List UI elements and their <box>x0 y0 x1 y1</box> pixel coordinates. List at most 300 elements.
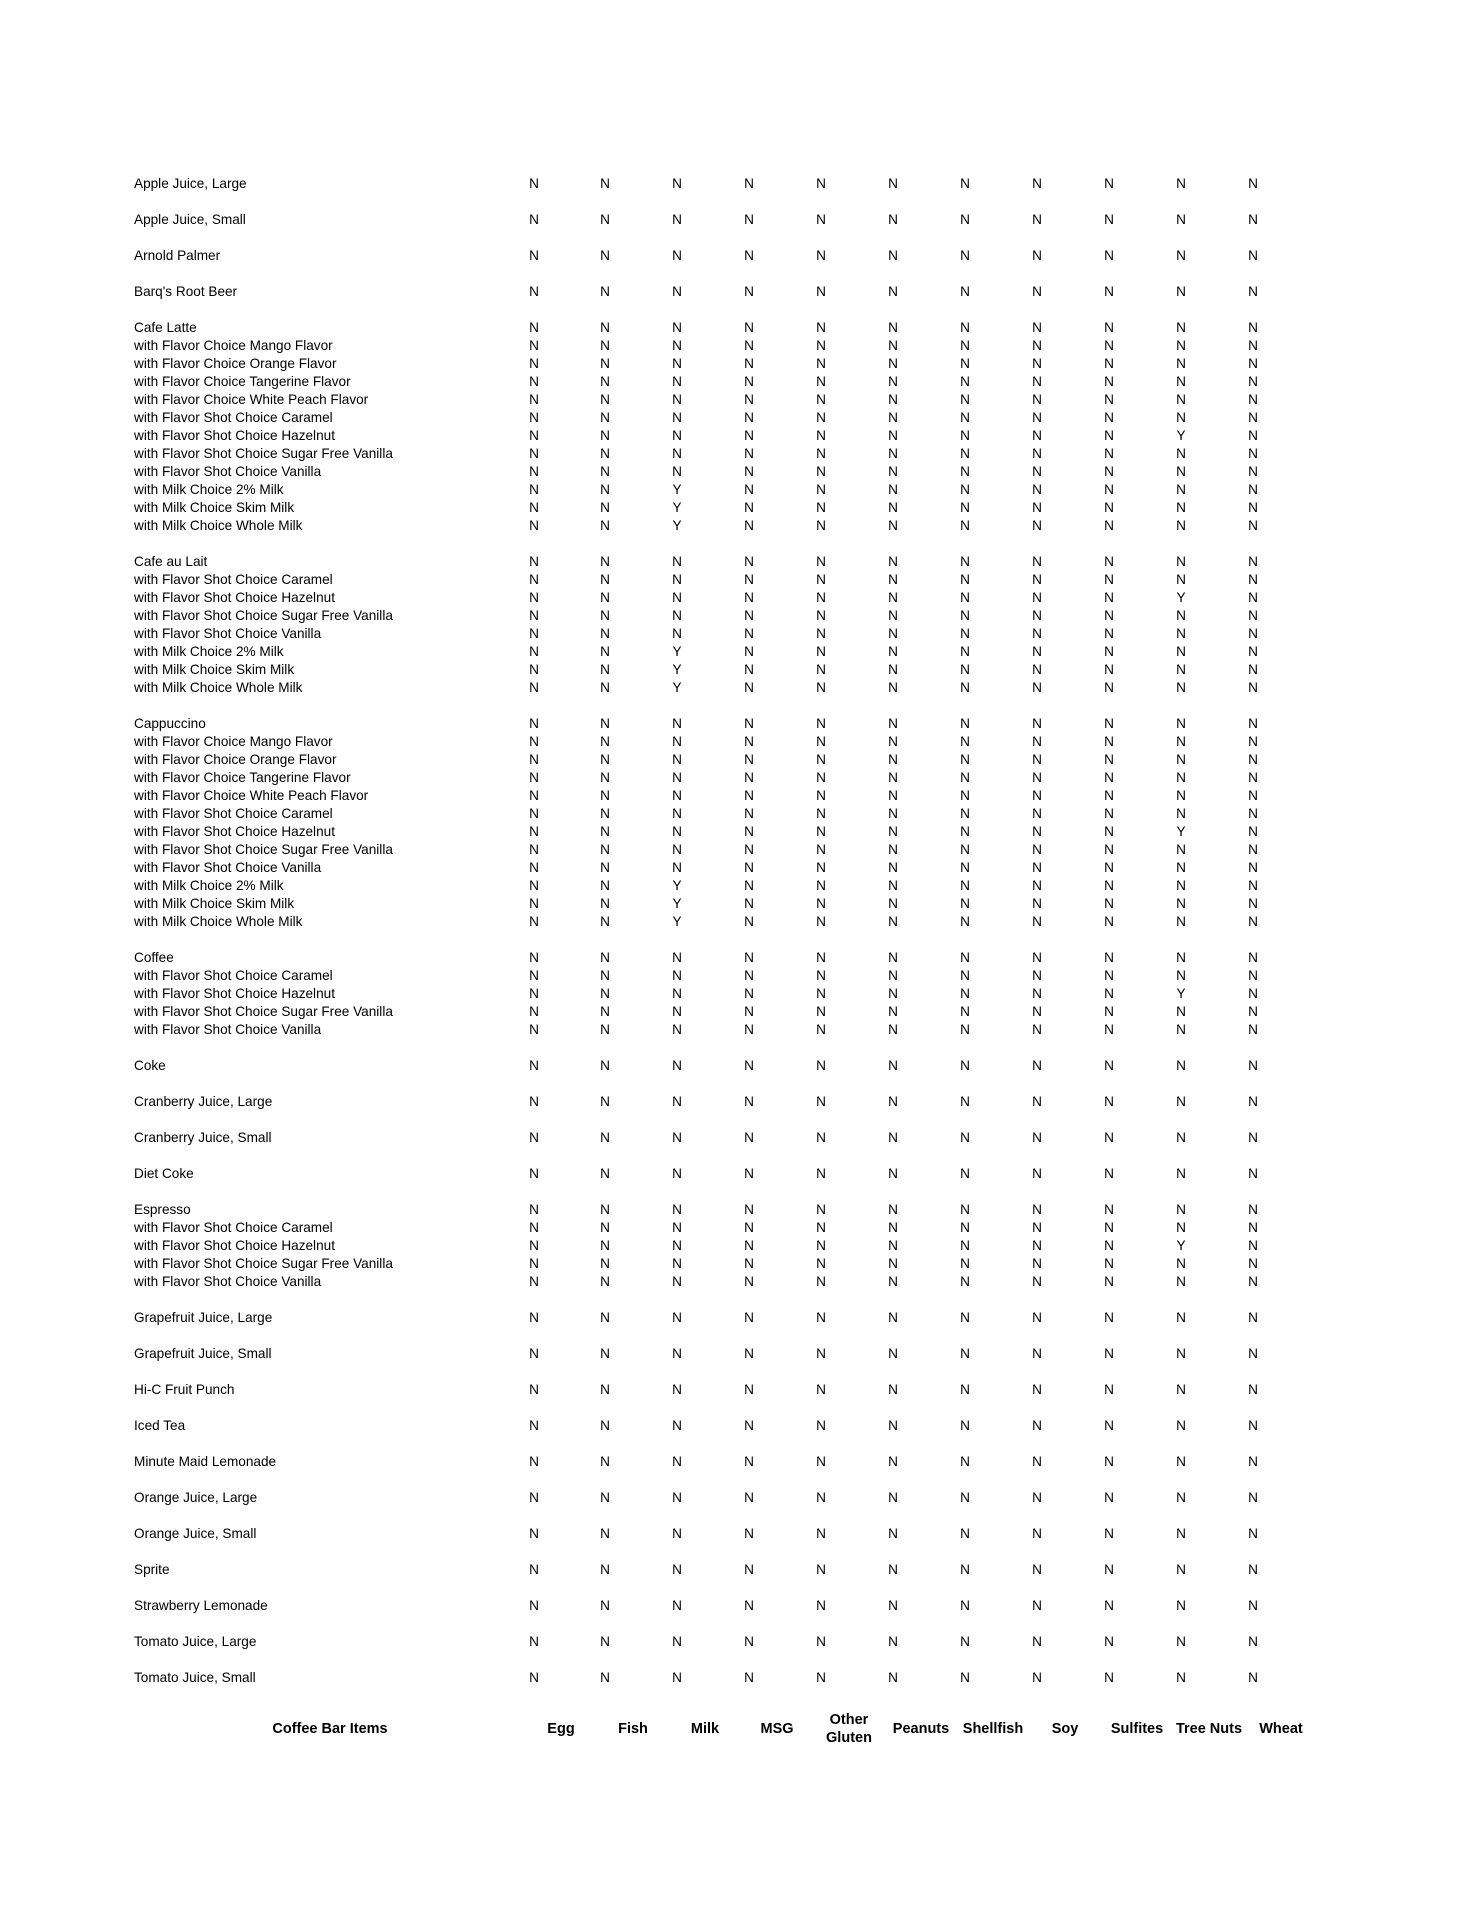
allergen-flag: N <box>672 1166 682 1181</box>
allergen-flag: N <box>744 896 754 911</box>
allergen-flag: N <box>816 950 826 965</box>
allergen-flag: N <box>816 446 826 461</box>
allergen-flag: N <box>744 446 754 461</box>
allergen-flag: N <box>744 356 754 371</box>
allergen-flag: N <box>1032 1526 1042 1541</box>
allergen-flag: N <box>600 572 610 587</box>
table-row <box>0 1165 1484 1183</box>
table-row <box>0 1201 1484 1219</box>
allergen-flag: N <box>1104 1094 1114 1109</box>
table-row <box>0 751 1484 769</box>
table-row <box>0 319 1484 337</box>
allergen-flag: N <box>1104 1004 1114 1019</box>
allergen-flag: N <box>744 212 754 227</box>
allergen-flag: N <box>816 608 826 623</box>
allergen-flag: N <box>1104 392 1114 407</box>
allergen-flag: N <box>1104 1310 1114 1325</box>
allergen-flag: N <box>1032 914 1042 929</box>
allergen-flag: N <box>816 410 826 425</box>
column-header: Shellfish <box>962 1721 1024 1737</box>
allergen-flag: N <box>888 752 898 767</box>
allergen-flag: N <box>744 284 754 299</box>
allergen-flag: N <box>1104 914 1114 929</box>
allergen-flag: N <box>888 1490 898 1505</box>
allergen-flag: N <box>672 320 682 335</box>
allergen-flag: N <box>960 410 970 425</box>
allergen-flag: N <box>1104 1418 1114 1433</box>
allergen-flag: N <box>888 896 898 911</box>
allergen-flag: N <box>1104 1058 1114 1073</box>
allergen-flag: N <box>960 842 970 857</box>
allergen-flag: N <box>600 878 610 893</box>
allergen-flag: N <box>600 644 610 659</box>
allergen-flag: N <box>1248 1004 1258 1019</box>
allergen-flag: N <box>888 428 898 443</box>
allergen-flag: N <box>529 1004 539 1019</box>
allergen-flag: N <box>529 176 539 191</box>
allergen-flag: N <box>1104 950 1114 965</box>
allergen-flag: N <box>529 788 539 803</box>
allergen-flag: N <box>960 608 970 623</box>
allergen-flag: N <box>1032 1022 1042 1037</box>
allergen-flag: N <box>600 320 610 335</box>
allergen-flag: N <box>1248 950 1258 965</box>
allergen-flag: N <box>816 374 826 389</box>
table-row <box>0 679 1484 697</box>
allergen-flag: N <box>1248 1310 1258 1325</box>
item-name: Cafe au Lait <box>134 554 208 569</box>
allergen-flag: N <box>960 1562 970 1577</box>
allergen-flag: N <box>816 734 826 749</box>
allergen-flag: N <box>816 392 826 407</box>
allergen-flag: N <box>529 1130 539 1145</box>
allergen-flag: N <box>888 770 898 785</box>
allergen-flag: N <box>888 1346 898 1361</box>
allergen-flag: N <box>960 860 970 875</box>
allergen-flag: Y <box>672 878 682 893</box>
allergen-flag: N <box>816 1598 826 1613</box>
allergen-flag: Y <box>1176 428 1186 443</box>
allergen-flag: N <box>888 1094 898 1109</box>
allergen-flag: N <box>600 788 610 803</box>
allergen-flag: N <box>1032 1166 1042 1181</box>
allergen-flag: N <box>744 410 754 425</box>
item-name: Tomato Juice, Small <box>134 1670 256 1685</box>
allergen-flag: N <box>960 1598 970 1613</box>
allergen-flag: N <box>816 788 826 803</box>
allergen-flag: N <box>744 662 754 677</box>
allergen-flag: N <box>1248 788 1258 803</box>
allergen-flag: N <box>1248 1454 1258 1469</box>
item-name: with Flavor Choice White Peach Flavor <box>134 392 369 407</box>
allergen-flag: N <box>744 428 754 443</box>
allergen-flag: N <box>888 392 898 407</box>
allergen-flag: N <box>1248 554 1258 569</box>
allergen-flag: N <box>816 1454 826 1469</box>
allergen-flag: N <box>1032 572 1042 587</box>
table-row <box>0 1273 1484 1291</box>
allergen-flag: N <box>1248 1634 1258 1649</box>
allergen-flag: N <box>1104 626 1114 641</box>
allergen-flag: N <box>600 1454 610 1469</box>
allergen-flag: N <box>888 248 898 263</box>
allergen-flag: N <box>1248 446 1258 461</box>
allergen-flag: N <box>1176 680 1186 695</box>
allergen-flag: N <box>600 518 610 533</box>
allergen-flag: N <box>672 1274 682 1289</box>
allergen-flag: N <box>816 1004 826 1019</box>
allergen-flag: N <box>600 770 610 785</box>
allergen-flag: N <box>600 482 610 497</box>
table-row <box>0 283 1484 301</box>
allergen-flag: N <box>1176 248 1186 263</box>
allergen-flag: N <box>672 374 682 389</box>
allergen-flag: N <box>960 878 970 893</box>
allergen-flag: N <box>888 1526 898 1541</box>
allergen-flag: N <box>529 806 539 821</box>
item-name: with Flavor Shot Choice Vanilla <box>134 1274 322 1289</box>
allergen-flag: N <box>1248 1058 1258 1073</box>
allergen-flag: N <box>672 284 682 299</box>
allergen-flag: N <box>529 1238 539 1253</box>
allergen-flag: N <box>816 320 826 335</box>
allergen-flag: N <box>744 644 754 659</box>
allergen-flag: N <box>888 1598 898 1613</box>
allergen-flag: N <box>1176 1004 1186 1019</box>
allergen-flag: N <box>672 212 682 227</box>
allergen-flag: N <box>600 1022 610 1037</box>
allergen-flag: N <box>1248 482 1258 497</box>
table-row <box>0 499 1484 517</box>
allergen-flag: N <box>529 446 539 461</box>
table-row <box>0 517 1484 535</box>
allergen-flag: N <box>1032 284 1042 299</box>
allergen-flag: N <box>529 680 539 695</box>
table-row <box>0 445 1484 463</box>
allergen-flag: N <box>529 986 539 1001</box>
allergen-flag: N <box>1104 770 1114 785</box>
allergen-flag: N <box>1032 1598 1042 1613</box>
allergen-flag: N <box>1248 410 1258 425</box>
allergen-flag: N <box>960 248 970 263</box>
allergen-flag: N <box>1176 1310 1186 1325</box>
allergen-flag: N <box>600 1418 610 1433</box>
allergen-flag: N <box>672 1130 682 1145</box>
allergen-flag: N <box>816 770 826 785</box>
allergen-flag: N <box>1104 1382 1114 1397</box>
table-row <box>0 985 1484 1003</box>
allergen-flag: N <box>672 1346 682 1361</box>
allergen-flag: N <box>1032 428 1042 443</box>
allergen-flag: N <box>1032 716 1042 731</box>
allergen-flag: Y <box>1176 986 1186 1001</box>
allergen-flag: N <box>1176 860 1186 875</box>
allergen-flag: N <box>960 734 970 749</box>
allergen-flag: N <box>960 212 970 227</box>
item-name: with Flavor Shot Choice Sugar Free Vanilla <box>134 446 393 461</box>
allergen-flag: N <box>744 518 754 533</box>
allergen-flag: N <box>1104 1346 1114 1361</box>
allergen-flag: N <box>1176 734 1186 749</box>
allergen-flag: N <box>1176 482 1186 497</box>
allergen-flag: N <box>888 950 898 965</box>
table-row <box>0 1417 1484 1435</box>
allergen-flag: N <box>744 734 754 749</box>
allergen-flag: N <box>600 824 610 839</box>
allergen-flag: N <box>744 572 754 587</box>
allergen-flag: N <box>888 806 898 821</box>
allergen-flag: N <box>960 446 970 461</box>
allergen-flag: N <box>1104 1166 1114 1181</box>
allergen-flag: N <box>1248 1670 1258 1685</box>
allergen-flag: N <box>960 518 970 533</box>
allergen-flag: N <box>816 428 826 443</box>
allergen-flag: N <box>529 1490 539 1505</box>
allergen-flag: N <box>744 860 754 875</box>
allergen-flag: N <box>960 1238 970 1253</box>
item-name: with Flavor Choice Tangerine Flavor <box>134 770 351 785</box>
allergen-flag: N <box>1176 1562 1186 1577</box>
item-name: Coke <box>134 1058 166 1073</box>
allergen-flag: N <box>816 806 826 821</box>
item-name: Cranberry Juice, Small <box>134 1130 272 1145</box>
allergen-flag: N <box>1176 968 1186 983</box>
allergen-flag: N <box>1104 1238 1114 1253</box>
allergen-flag: N <box>960 662 970 677</box>
item-name: with Flavor Choice Mango Flavor <box>134 734 333 749</box>
allergen-flag: N <box>960 626 970 641</box>
allergen-flag: N <box>1176 284 1186 299</box>
allergen-flag: N <box>816 680 826 695</box>
allergen-flag: N <box>1176 410 1186 425</box>
allergen-flag: N <box>744 1526 754 1541</box>
allergen-flag: N <box>744 770 754 785</box>
allergen-flag: N <box>888 608 898 623</box>
allergen-flag: N <box>1104 788 1114 803</box>
allergen-flag: N <box>672 1490 682 1505</box>
item-name: with Milk Choice 2% Milk <box>134 482 284 497</box>
allergen-flag: N <box>1032 1310 1042 1325</box>
item-name: with Flavor Choice Orange Flavor <box>134 752 337 767</box>
table-row <box>0 733 1484 751</box>
allergen-flag: N <box>744 914 754 929</box>
item-name: with Flavor Shot Choice Hazelnut <box>134 590 335 605</box>
allergen-flag: N <box>744 806 754 821</box>
allergen-flag: N <box>744 320 754 335</box>
item-name: with Milk Choice Whole Milk <box>134 518 303 533</box>
item-name: Iced Tea <box>134 1418 186 1433</box>
allergen-flag: N <box>1032 734 1042 749</box>
allergen-flag: N <box>888 1670 898 1685</box>
table-row <box>0 1003 1484 1021</box>
allergen-flag: N <box>816 644 826 659</box>
allergen-flag: N <box>1032 1274 1042 1289</box>
allergen-flag: N <box>1248 824 1258 839</box>
allergen-flag: N <box>1032 806 1042 821</box>
allergen-flag: N <box>1176 1454 1186 1469</box>
allergen-flag: N <box>1176 788 1186 803</box>
allergen-flag: N <box>1176 1346 1186 1361</box>
allergen-flag: N <box>744 878 754 893</box>
allergen-flag: N <box>672 554 682 569</box>
allergen-flag: N <box>672 1094 682 1109</box>
allergen-flag: N <box>744 608 754 623</box>
allergen-flag: N <box>1104 896 1114 911</box>
allergen-flag: N <box>600 662 610 677</box>
allergen-flag: N <box>960 644 970 659</box>
allergen-flag: N <box>960 1274 970 1289</box>
table-row <box>0 391 1484 409</box>
allergen-flag: N <box>888 374 898 389</box>
allergen-flag: Y <box>1176 1238 1186 1253</box>
allergen-flag: N <box>816 1346 826 1361</box>
allergen-flag: N <box>672 464 682 479</box>
item-name: Sprite <box>134 1562 170 1577</box>
table-row <box>0 715 1484 733</box>
allergen-flag: N <box>744 1634 754 1649</box>
allergen-flag: N <box>816 1220 826 1235</box>
allergen-flag: N <box>600 842 610 857</box>
allergen-flag: N <box>1032 410 1042 425</box>
allergen-flag: N <box>529 1562 539 1577</box>
allergen-flag: N <box>744 1346 754 1361</box>
allergen-flag: N <box>529 554 539 569</box>
allergen-flag: N <box>529 284 539 299</box>
allergen-flag: N <box>744 1130 754 1145</box>
allergen-flag: N <box>600 1004 610 1019</box>
allergen-flag: N <box>744 842 754 857</box>
allergen-flag: N <box>600 176 610 191</box>
item-name: with Milk Choice Skim Milk <box>134 896 295 911</box>
allergen-flag: N <box>744 1274 754 1289</box>
allergen-flag: N <box>1104 1022 1114 1037</box>
allergen-flag: N <box>816 1274 826 1289</box>
item-name: with Flavor Shot Choice Hazelnut <box>134 428 335 443</box>
allergen-flag: N <box>744 986 754 1001</box>
allergen-flag: N <box>888 410 898 425</box>
table-row <box>0 949 1484 967</box>
item-name: Barq's Root Beer <box>134 284 238 299</box>
allergen-flag: N <box>960 554 970 569</box>
allergen-flag: N <box>816 1238 826 1253</box>
allergen-flag: N <box>1176 1256 1186 1271</box>
allergen-flag: N <box>1176 662 1186 677</box>
allergen-flag: N <box>1248 392 1258 407</box>
allergen-flag: N <box>816 1022 826 1037</box>
allergen-flag: N <box>1032 374 1042 389</box>
allergen-flag: N <box>529 1094 539 1109</box>
allergen-flag: N <box>1248 1274 1258 1289</box>
allergen-flag: Y <box>672 644 682 659</box>
allergen-flag: N <box>672 1058 682 1073</box>
allergen-flag: N <box>1104 410 1114 425</box>
allergen-flag: N <box>672 1454 682 1469</box>
allergen-flag: N <box>672 968 682 983</box>
allergen-flag: N <box>816 860 826 875</box>
item-name: Grapefruit Juice, Large <box>134 1310 273 1325</box>
allergen-flag: N <box>600 1130 610 1145</box>
allergen-flag: N <box>960 356 970 371</box>
allergen-flag: N <box>1248 320 1258 335</box>
allergen-flag: N <box>960 770 970 785</box>
allergen-flag: N <box>1176 1382 1186 1397</box>
allergen-flag: N <box>816 986 826 1001</box>
allergen-flag: N <box>816 1562 826 1577</box>
allergen-flag: N <box>1104 590 1114 605</box>
table-row <box>0 355 1484 373</box>
allergen-flag: N <box>816 284 826 299</box>
allergen-flag: N <box>1176 374 1186 389</box>
allergen-flag: N <box>600 1238 610 1253</box>
allergen-flag: N <box>744 752 754 767</box>
allergen-flag: N <box>888 482 898 497</box>
allergen-flag: N <box>672 1238 682 1253</box>
allergen-flag: N <box>888 1274 898 1289</box>
allergen-flag: N <box>744 500 754 515</box>
allergen-flag: N <box>529 950 539 965</box>
allergen-flag: N <box>529 1202 539 1217</box>
allergen-flag: N <box>960 1382 970 1397</box>
allergen-flag: N <box>816 878 826 893</box>
allergen-flag: N <box>888 572 898 587</box>
allergen-flag: N <box>744 1238 754 1253</box>
allergen-flag: N <box>960 968 970 983</box>
allergen-flag: N <box>1248 1166 1258 1181</box>
table-row <box>0 1561 1484 1579</box>
allergen-flag: N <box>816 968 826 983</box>
allergen-flag: N <box>600 680 610 695</box>
table-row <box>0 409 1484 427</box>
allergen-flag: N <box>1176 1058 1186 1073</box>
allergen-flag: N <box>1248 464 1258 479</box>
table-row <box>0 661 1484 679</box>
allergen-flag: N <box>600 1490 610 1505</box>
allergen-flag: N <box>600 428 610 443</box>
item-name: with Flavor Shot Choice Hazelnut <box>134 986 335 1001</box>
table-row <box>0 1021 1484 1039</box>
item-name: with Flavor Shot Choice Sugar Free Vanilla <box>134 1256 393 1271</box>
allergen-flag: N <box>888 842 898 857</box>
allergen-flag: N <box>1032 968 1042 983</box>
allergen-flag: N <box>529 1382 539 1397</box>
allergen-flag: N <box>888 554 898 569</box>
table-row <box>0 805 1484 823</box>
allergen-flag: N <box>960 284 970 299</box>
allergen-flag: N <box>888 878 898 893</box>
allergen-flag: N <box>1176 554 1186 569</box>
allergen-flag: N <box>1104 806 1114 821</box>
allergen-flag: N <box>672 248 682 263</box>
item-name: with Flavor Shot Choice Hazelnut <box>134 824 335 839</box>
allergen-flag: N <box>529 860 539 875</box>
allergen-flag: N <box>1032 482 1042 497</box>
allergen-flag: N <box>888 1058 898 1073</box>
allergen-flag: N <box>1032 824 1042 839</box>
allergen-flag: N <box>1104 374 1114 389</box>
allergen-flag: N <box>1176 464 1186 479</box>
allergen-flag: N <box>1032 464 1042 479</box>
column-header: Egg <box>547 1721 575 1737</box>
allergen-flag: N <box>816 1256 826 1271</box>
table-row <box>0 1255 1484 1273</box>
allergen-flag: N <box>1104 446 1114 461</box>
table-row <box>0 463 1484 481</box>
table-row <box>0 913 1484 931</box>
allergen-flag: N <box>744 1166 754 1181</box>
allergen-flag: N <box>960 572 970 587</box>
table-row <box>0 427 1484 445</box>
allergen-flag: Y <box>1176 590 1186 605</box>
